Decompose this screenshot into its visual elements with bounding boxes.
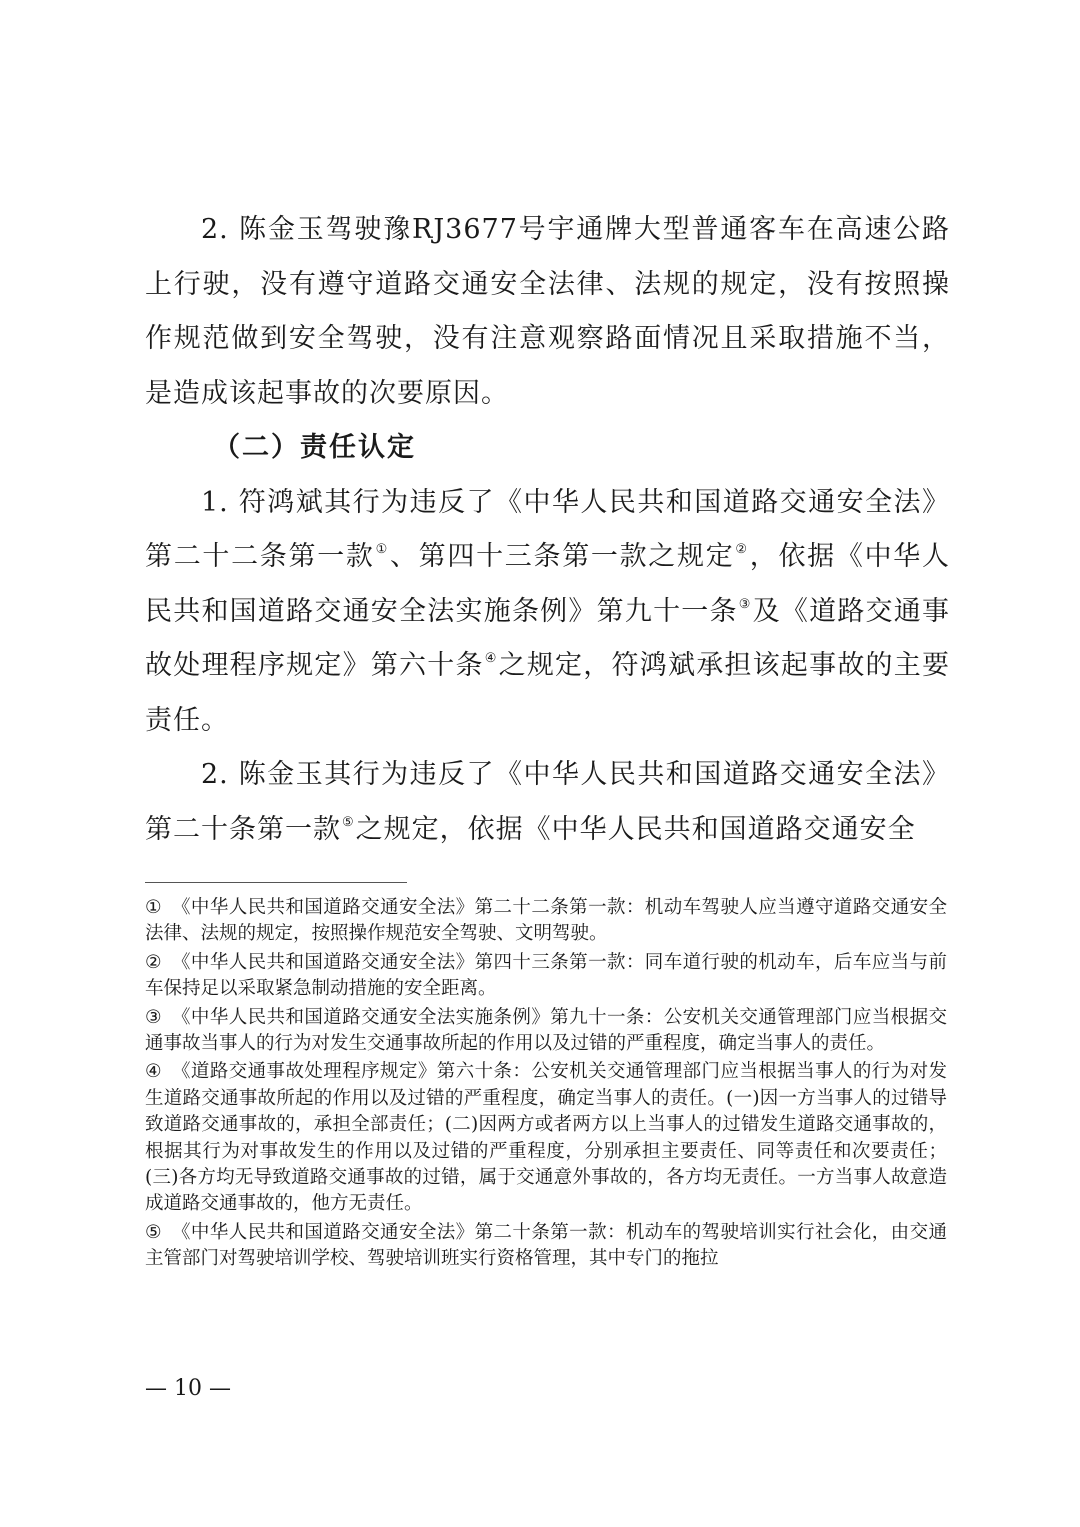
footnote-2 <box>145 950 947 1003</box>
footnote-4 <box>145 1059 947 1217</box>
footnotes <box>145 895 947 1275</box>
page-number: — 10 — <box>145 1376 231 1401</box>
paragraph-text: 之规定，符鸿斌承担该起事故的主要责任。 <box>145 650 951 736</box>
footnote-1 <box>145 895 947 948</box>
footnote-separator <box>145 882 407 883</box>
paragraph-text: 及《道路交通事故处理程序规定》第六十条 <box>145 595 951 681</box>
paragraph-responsibility-2 <box>145 748 950 857</box>
footnote-ref-2[interactable]: ② <box>735 542 749 557</box>
footnote-ref-4[interactable]: ④ <box>484 651 498 666</box>
paragraph-text: 1. 符鸿斌其行为违反了《中华人民共和国道路交通安全法》第二十二条第一款 <box>145 486 950 572</box>
body-text <box>145 203 950 857</box>
footnote-ref-1[interactable]: ① <box>375 542 389 557</box>
footnote-text: 《中华人民共和国道路交通安全法》第二十二条第一款：机动车驾驶人应当遵守道路交通安全法律、法规的规定，按照操作规范安全驾驶、文明驾驶。 <box>145 897 947 945</box>
footnote-text: 《中华人民共和国道路交通安全法》第二十条第一款：机动车的驾驶培训实行社会化，由交通主管部门对驾驶培训学校、驾驶培训班实行资格管理，其中专门的拖拉 <box>145 1221 947 1270</box>
footnote-ref-3[interactable]: ③ <box>738 596 752 612</box>
footnote-mark: ① <box>145 897 162 918</box>
paragraph-responsibility-1 <box>145 476 950 749</box>
footnote-ref-5[interactable]: ⑤ <box>342 814 355 830</box>
paragraph-text: 2. 陈金玉其行为违反了《中华人民共和国道路交通安全法》第二十条第一款 <box>145 759 950 845</box>
footnote-text: 《中华人民共和国道路交通安全法》第四十三条第一款：同车道行驶的机动车，后车应当与前车保持足以采取紧急制动措施的安全距离。 <box>145 951 947 1000</box>
footnote-mark: ② <box>145 951 162 973</box>
section-heading-responsibility: （二）责任认定 <box>213 432 416 463</box>
footnote-mark: ④ <box>145 1061 162 1083</box>
footnote-5 <box>145 1220 947 1273</box>
paragraph-secondary-cause: 2. 陈金玉驾驶豫RJ3677号宇通牌大型普通客车在高速公路上行驶，没有遵守道路交通安全法律、法规的规定，没有按照操作规范做到安全驾驶，没有注意观察路面情况且采取措施不当，是造成该起事故的次要原因。 <box>145 214 950 409</box>
paragraph-text: 之规定，依据《中华人民共和国道路交通安全 <box>355 813 916 845</box>
footnote-text: 《道路交通事故处理程序规定》第六十条：公安机关交通管理部门应当根据当事人的行为对发生道路交通事故所起的作用以及过错的严重程度，确定当事人的责任。(一)因一方当事人的过错导致道路交通事故的，承担全部责任；(二)因两方或者两方以上当事人的过错发生道路交通事故的，根据其行为对事故发生的作用以及过错的严重程度，分别承担主要责任、同等责任和次要责任；(三)各方均无导致道路交通事故的过错，属于交通意外事故的，各方均无责任。一方当事人故意造成道路交通事故的，他方无责任。 <box>145 1061 947 1215</box>
paragraph-text: ，依据《中华人民共和国道路交通安全法实施条例》第九十一条 <box>145 541 950 627</box>
footnote-3 <box>145 1005 947 1058</box>
footnote-mark: ③ <box>145 1006 162 1028</box>
paragraph-text: 、第四十三条第一款之规定 <box>389 541 735 572</box>
footnote-mark: ⑤ <box>145 1221 162 1243</box>
footnote-text: 《中华人民共和国道路交通安全法实施条例》第九十一条：公安机关交通管理部门应当根据交通事故当事人的行为对发生交通事故所起的作用以及过错的严重程度，确定当事人的责任。 <box>145 1006 947 1055</box>
